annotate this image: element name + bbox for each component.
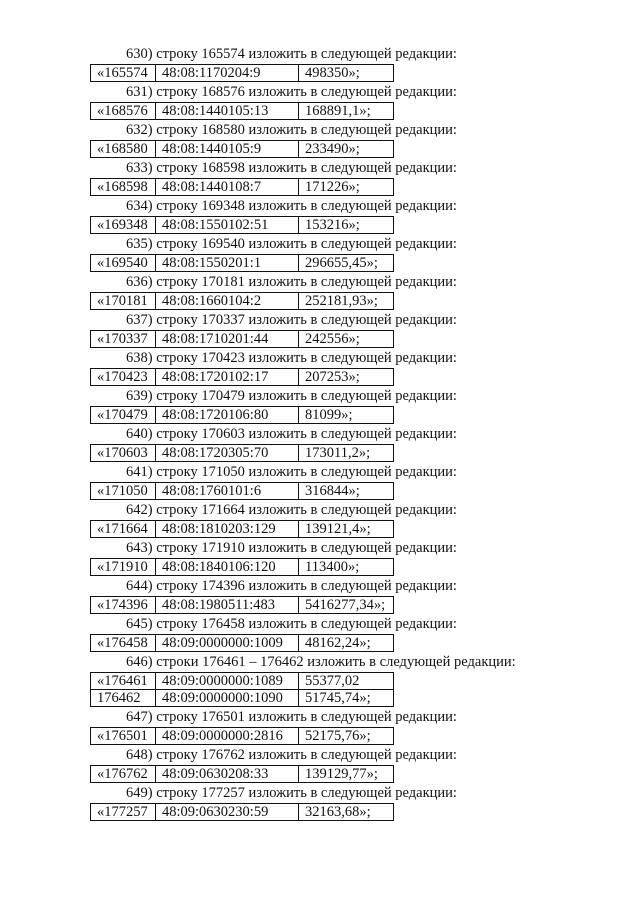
amendment-item [0,500,640,538]
amendment-item [0,783,640,821]
amendment-item [0,386,640,424]
row-number-cell: «170423 [91,369,156,386]
row-number-cell: «168598 [91,179,156,196]
cadastral-number-cell: 48:08:1980511:483 [156,597,299,614]
amendment-instruction: 630) строку 165574 изложить в следующей редакции: [126,46,457,62]
row-number-cell: «177257 [91,804,156,821]
cadastral-number-cell: 48:08:1550201:1 [156,255,299,272]
row-number-cell: «170181 [91,293,156,310]
value-cell: 252181,93»; [299,293,394,310]
table-row [91,331,394,348]
amendment-item [0,158,640,196]
document-body [0,44,640,821]
cadastral-number-cell: 48:08:1660104:2 [156,293,299,310]
cadastral-number-cell: 48:09:0000000:2816 [156,728,299,745]
amendment-item [0,44,640,82]
value-cell: 52175,76»; [299,728,394,745]
cadastral-number-cell: 48:08:1550102:51 [156,217,299,234]
value-cell: 153216»; [299,217,394,234]
amendment-table [90,292,394,310]
value-cell: 171226»; [299,179,394,196]
amendment-table [90,558,394,576]
value-cell: 51745,74»; [299,690,394,707]
amendment-instruction: 642) строку 171664 изложить в следующей редакции: [126,502,457,518]
value-cell: 113400»; [299,559,394,576]
amendment-instruction: 640) строку 170603 изложить в следующей редакции: [126,426,457,442]
cadastral-number-cell: 48:08:1840106:120 [156,559,299,576]
table-row [91,597,394,614]
table-row [91,521,394,538]
amendment-item [0,272,640,310]
amendment-instruction: 647) строку 176501 изложить в следующей редакции: [126,709,457,725]
value-cell: 242556»; [299,331,394,348]
row-number-cell: «176762 [91,766,156,783]
cadastral-number-cell: 48:08:1440105:13 [156,103,299,120]
table-row [91,217,394,234]
amendment-table [90,672,394,707]
amendment-instruction: 645) строку 176458 изложить в следующей редакции: [126,616,457,632]
cadastral-number-cell: 48:09:0630230:59 [156,804,299,821]
value-cell: 173011,2»; [299,445,394,462]
amendment-instruction: 635) строку 169540 изложить в следующей редакции: [126,236,457,252]
value-cell: 32163,68»; [299,804,394,821]
table-row [91,766,394,783]
table-row [91,559,394,576]
row-number-cell: 176462 [91,690,156,707]
amendment-table [90,765,394,783]
cadastral-number-cell: 48:09:0000000:1089 [156,673,299,690]
row-number-cell: «170479 [91,407,156,424]
table-row [91,407,394,424]
cadastral-number-cell: 48:08:1720305:70 [156,445,299,462]
amendment-item [0,538,640,576]
amendment-table [90,482,394,500]
amendment-table [90,520,394,538]
table-row [91,255,394,272]
cadastral-number-cell: 48:08:1810203:129 [156,521,299,538]
amendment-table [90,596,394,614]
value-cell: 55377,02 [299,673,394,690]
amendment-item [0,462,640,500]
row-number-cell: «174396 [91,597,156,614]
value-cell: 233490»; [299,141,394,158]
amendment-instruction: 636) строку 170181 изложить в следующей редакции: [126,274,457,290]
row-number-cell: «168576 [91,103,156,120]
cadastral-number-cell: 48:08:1440105:9 [156,141,299,158]
row-number-cell: «176501 [91,728,156,745]
amendment-table [90,254,394,272]
cadastral-number-cell: 48:08:1710201:44 [156,331,299,348]
amendment-item [0,196,640,234]
table-row [91,690,394,707]
amendment-item [0,614,640,652]
amendment-item [0,348,640,386]
amendment-item [0,652,640,707]
amendment-table [90,444,394,462]
row-number-cell: «170337 [91,331,156,348]
table-row [91,728,394,745]
amendment-instruction: 638) строку 170423 изложить в следующей редакции: [126,350,457,366]
row-number-cell: «165574 [91,65,156,82]
row-number-cell: «171664 [91,521,156,538]
row-number-cell: «171910 [91,559,156,576]
amendment-item [0,120,640,158]
amendment-table [90,102,394,120]
table-row [91,483,394,500]
row-number-cell: «168580 [91,141,156,158]
amendment-instruction: 643) строку 171910 изложить в следующей редакции: [126,540,457,556]
amendment-table [90,178,394,196]
cadastral-number-cell: 48:08:1720102:17 [156,369,299,386]
value-cell: 81099»; [299,407,394,424]
amendment-instruction: 644) строку 174396 изложить в следующей редакции: [126,578,457,594]
table-row [91,673,394,690]
amendment-item [0,707,640,745]
value-cell: 139121,4»; [299,521,394,538]
amendment-instruction: 632) строку 168580 изложить в следующей редакции: [126,122,457,138]
amendment-item [0,310,640,348]
amendment-table [90,406,394,424]
value-cell: 207253»; [299,369,394,386]
amendment-table [90,368,394,386]
table-row [91,369,394,386]
amendment-table [90,727,394,745]
row-number-cell: «169348 [91,217,156,234]
amendment-item [0,576,640,614]
amendment-instruction: 646) строки 176461 – 176462 изложить в следующей редакции: [126,654,516,670]
cadastral-number-cell: 48:09:0630208:33 [156,766,299,783]
row-number-cell: «171050 [91,483,156,500]
value-cell: 5416277,34»; [299,597,394,614]
amendment-table [90,634,394,652]
amendment-table [90,803,394,821]
amendment-instruction: 637) строку 170337 изложить в следующей редакции: [126,312,457,328]
amendment-instruction: 633) строку 168598 изложить в следующей редакции: [126,160,457,176]
amendment-table [90,330,394,348]
table-row [91,804,394,821]
cadastral-number-cell: 48:08:1170204:9 [156,65,299,82]
table-row [91,103,394,120]
value-cell: 139129,77»; [299,766,394,783]
value-cell: 498350»; [299,65,394,82]
amendment-instruction: 641) строку 171050 изложить в следующей редакции: [126,464,457,480]
cadastral-number-cell: 48:08:1440108:7 [156,179,299,196]
row-number-cell: «170603 [91,445,156,462]
table-row [91,141,394,158]
table-row [91,293,394,310]
row-number-cell: «176458 [91,635,156,652]
amendment-table [90,216,394,234]
value-cell: 168891,1»; [299,103,394,120]
amendment-instruction: 639) строку 170479 изложить в следующей редакции: [126,388,457,404]
table-row [91,445,394,462]
amendment-item [0,745,640,783]
value-cell: 316844»; [299,483,394,500]
table-row [91,635,394,652]
cadastral-number-cell: 48:08:1720106:80 [156,407,299,424]
cadastral-number-cell: 48:09:0000000:1009 [156,635,299,652]
amendment-item [0,234,640,272]
amendment-instruction: 631) строку 168576 изложить в следующей редакции: [126,84,457,100]
table-row [91,179,394,196]
amendment-table [90,64,394,82]
amendment-table [90,140,394,158]
cadastral-number-cell: 48:08:1760101:6 [156,483,299,500]
table-row [91,65,394,82]
amendment-instruction: 634) строку 169348 изложить в следующей редакции: [126,198,457,214]
value-cell: 48162,24»; [299,635,394,652]
row-number-cell: «169540 [91,255,156,272]
amendment-item [0,82,640,120]
amendment-instruction: 649) строку 177257 изложить в следующей редакции: [126,785,457,801]
amendment-instruction: 648) строку 176762 изложить в следующей редакции: [126,747,457,763]
cadastral-number-cell: 48:09:0000000:1090 [156,690,299,707]
value-cell: 296655,45»; [299,255,394,272]
amendment-item [0,424,640,462]
row-number-cell: «176461 [91,673,156,690]
